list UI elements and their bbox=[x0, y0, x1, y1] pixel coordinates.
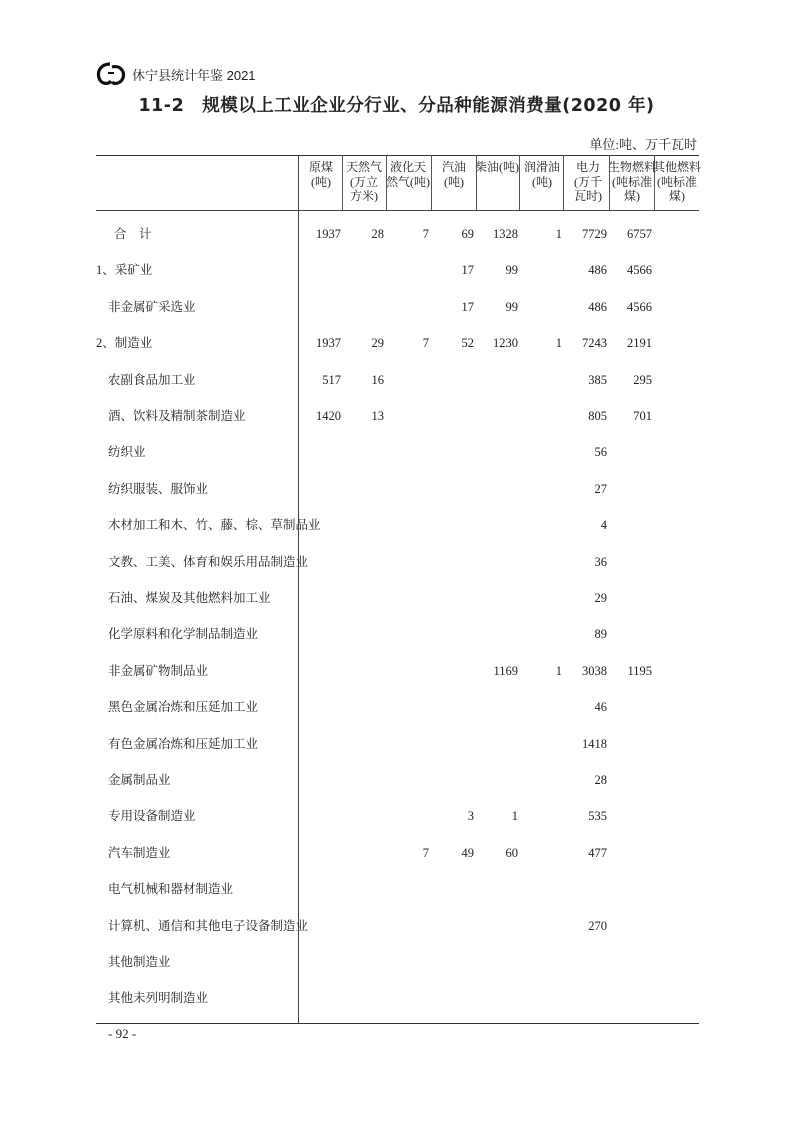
column-header-line: (吨) bbox=[532, 174, 552, 189]
row-label: 合 计 bbox=[114, 227, 152, 241]
column-header-line: (吨) bbox=[444, 174, 464, 189]
cell-value: 1418 bbox=[582, 737, 607, 751]
cell-value: 7 bbox=[422, 336, 429, 350]
row-label: 农副食品加工业 bbox=[108, 373, 196, 387]
cell-value: 46 bbox=[594, 700, 607, 714]
column-header bbox=[653, 160, 701, 204]
cell-value: 517 bbox=[322, 373, 341, 387]
row-label: 其他制造业 bbox=[108, 955, 171, 969]
column-header-line: 液化天 bbox=[389, 160, 426, 174]
column-header-line: 煤) bbox=[669, 189, 685, 203]
table-row bbox=[96, 661, 699, 681]
page-number: - 92 - bbox=[108, 1026, 137, 1041]
row-label: 其他未列明制造业 bbox=[108, 991, 209, 1005]
cell-value: 1230 bbox=[493, 336, 518, 350]
cell-value: 1 bbox=[555, 227, 562, 241]
column-header bbox=[564, 160, 612, 204]
cell-value: 2191 bbox=[627, 336, 652, 350]
table-row bbox=[96, 406, 699, 426]
row-label: 木材加工和木、竹、藤、棕、草制品业 bbox=[108, 518, 321, 532]
row-label: 黑色金属冶炼和压延加工业 bbox=[108, 700, 259, 714]
column-header-line: 方米) bbox=[350, 189, 378, 203]
header-column-separator bbox=[519, 155, 520, 210]
column-header-line: 然气(吨) bbox=[386, 174, 430, 189]
cell-value: 486 bbox=[588, 300, 607, 314]
row-label: 2、制造业 bbox=[96, 336, 153, 350]
cell-value: 1 bbox=[555, 664, 562, 678]
cell-value: 486 bbox=[588, 263, 607, 277]
column-header bbox=[608, 160, 656, 204]
table-row bbox=[96, 333, 699, 353]
cell-value: 3 bbox=[467, 809, 474, 823]
column-header bbox=[297, 160, 345, 189]
cell-value: 7 bbox=[422, 227, 429, 241]
column-header bbox=[473, 160, 521, 175]
column-header bbox=[430, 160, 478, 189]
row-label: 文教、工美、体育和娱乐用品制造业 bbox=[108, 555, 309, 569]
column-header-line: 其他燃料 bbox=[653, 160, 702, 174]
header-column-separator bbox=[654, 155, 655, 210]
cell-value: 295 bbox=[633, 373, 652, 387]
cell-value: 6757 bbox=[627, 227, 652, 241]
row-label: 纺织业 bbox=[108, 445, 146, 459]
header-divider bbox=[96, 210, 699, 211]
cell-value: 4566 bbox=[627, 263, 652, 277]
row-label: 非金属矿物制品业 bbox=[108, 664, 209, 678]
table-row bbox=[96, 260, 699, 280]
table-row bbox=[96, 806, 699, 826]
cell-value: 28 bbox=[371, 227, 384, 241]
cell-value: 29 bbox=[594, 591, 607, 605]
row-label: 有色金属冶炼和压延加工业 bbox=[108, 737, 259, 751]
column-header-line: (万千 bbox=[574, 174, 602, 189]
cell-value: 535 bbox=[588, 809, 607, 823]
column-header-line: 原煤 bbox=[308, 160, 333, 174]
cell-value: 28 bbox=[594, 773, 607, 787]
cell-value: 4 bbox=[600, 518, 607, 532]
cell-value: 29 bbox=[371, 336, 384, 350]
table-row bbox=[96, 224, 699, 244]
table-row bbox=[96, 624, 699, 644]
cell-value: 13 bbox=[371, 409, 384, 423]
column-header-line: (吨标准 bbox=[657, 174, 697, 189]
row-label: 石油、煤炭及其他燃料加工业 bbox=[108, 591, 271, 605]
table-row bbox=[96, 552, 699, 572]
cell-value: 270 bbox=[588, 919, 607, 933]
header-column-separator bbox=[431, 155, 432, 210]
page-header bbox=[96, 60, 256, 88]
column-header-line: 润滑油 bbox=[523, 160, 560, 174]
row-label: 电气机械和器材制造业 bbox=[108, 882, 234, 896]
table-row bbox=[96, 734, 699, 754]
cell-value: 385 bbox=[588, 373, 607, 387]
column-header-line: (吨) bbox=[311, 174, 331, 189]
cell-value: 7729 bbox=[582, 227, 607, 241]
row-label: 专用设备制造业 bbox=[108, 809, 196, 823]
cell-value: 17 bbox=[461, 263, 474, 277]
column-header bbox=[340, 160, 388, 204]
unit-note: 单位:吨、万千瓦时 bbox=[589, 137, 697, 152]
row-label: 纺织服装、服饰业 bbox=[108, 482, 209, 496]
cell-value: 49 bbox=[461, 846, 474, 860]
table-row bbox=[96, 370, 699, 390]
row-label: 化学原料和化学制品制造业 bbox=[108, 627, 259, 641]
table-row bbox=[96, 697, 699, 717]
table-title: 11-2 规模以上工业企业分行业、分品种能源消费量(2020 年) bbox=[138, 96, 655, 116]
row-label: 非金属矿采选业 bbox=[108, 300, 196, 314]
cell-value: 805 bbox=[588, 409, 607, 423]
column-header-line: (吨标准 bbox=[612, 174, 652, 189]
header-column-separator bbox=[476, 155, 477, 210]
column-header-line: 电力 bbox=[575, 160, 600, 174]
column-header-line: 天然气 bbox=[345, 160, 382, 174]
cell-value: 99 bbox=[505, 300, 518, 314]
column-header-line: 柴油(吨) bbox=[475, 160, 519, 174]
cell-value: 16 bbox=[371, 373, 384, 387]
table-row bbox=[96, 879, 699, 899]
cell-value: 1 bbox=[555, 336, 562, 350]
cell-value: 7 bbox=[422, 846, 429, 860]
column-header-line: 煤) bbox=[624, 189, 640, 203]
cell-value: 4566 bbox=[627, 300, 652, 314]
header-column-separator bbox=[386, 155, 387, 210]
cell-value: 1937 bbox=[316, 336, 341, 350]
row-label: 1、采矿业 bbox=[96, 263, 153, 277]
row-label: 酒、饮料及精制茶制造业 bbox=[108, 409, 246, 423]
cell-value: 7243 bbox=[582, 336, 607, 350]
cell-value: 56 bbox=[594, 445, 607, 459]
cell-value: 99 bbox=[505, 263, 518, 277]
column-header-line: (万立 bbox=[350, 174, 378, 189]
table-row bbox=[96, 843, 699, 863]
table-row bbox=[96, 988, 699, 1008]
row-label: 计算机、通信和其他电子设备制造业 bbox=[108, 919, 309, 933]
table-row bbox=[96, 479, 699, 499]
cell-value: 60 bbox=[505, 846, 518, 860]
table-row bbox=[96, 515, 699, 535]
cell-value: 52 bbox=[461, 336, 474, 350]
table-row bbox=[96, 952, 699, 972]
column-header bbox=[384, 160, 432, 189]
header-column-separator bbox=[609, 155, 610, 210]
row-label: 金属制品业 bbox=[108, 773, 171, 787]
table-row bbox=[96, 297, 699, 317]
yearbook-logo-icon bbox=[96, 61, 126, 87]
table-row bbox=[96, 916, 699, 936]
cell-value: 36 bbox=[594, 555, 607, 569]
header-column-separator bbox=[563, 155, 564, 210]
cell-value: 69 bbox=[461, 227, 474, 241]
column-header bbox=[518, 160, 566, 189]
cell-value: 477 bbox=[588, 846, 607, 860]
table-row bbox=[96, 588, 699, 608]
table-row bbox=[96, 442, 699, 462]
cell-value: 1195 bbox=[627, 664, 652, 678]
yearbook-name: 休宁县统计年鉴 2021 bbox=[132, 67, 256, 83]
column-header-line: 瓦时) bbox=[574, 189, 602, 203]
cell-value: 1169 bbox=[493, 664, 518, 678]
header-column-separator bbox=[342, 155, 343, 210]
table-row bbox=[96, 770, 699, 790]
cell-value: 1937 bbox=[316, 227, 341, 241]
cell-value: 27 bbox=[594, 482, 607, 496]
cell-value: 3038 bbox=[582, 664, 607, 678]
row-label: 汽车制造业 bbox=[108, 846, 171, 860]
table-bottom-rule bbox=[96, 1023, 699, 1024]
cell-value: 1328 bbox=[493, 227, 518, 241]
cell-value: 701 bbox=[633, 409, 652, 423]
column-header-line: 汽油 bbox=[441, 160, 466, 174]
cell-value: 17 bbox=[461, 300, 474, 314]
column-header-line: 生物燃料 bbox=[608, 160, 657, 174]
cell-value: 89 bbox=[594, 627, 607, 641]
cell-value: 1420 bbox=[316, 409, 341, 423]
cell-value: 1 bbox=[511, 809, 518, 823]
